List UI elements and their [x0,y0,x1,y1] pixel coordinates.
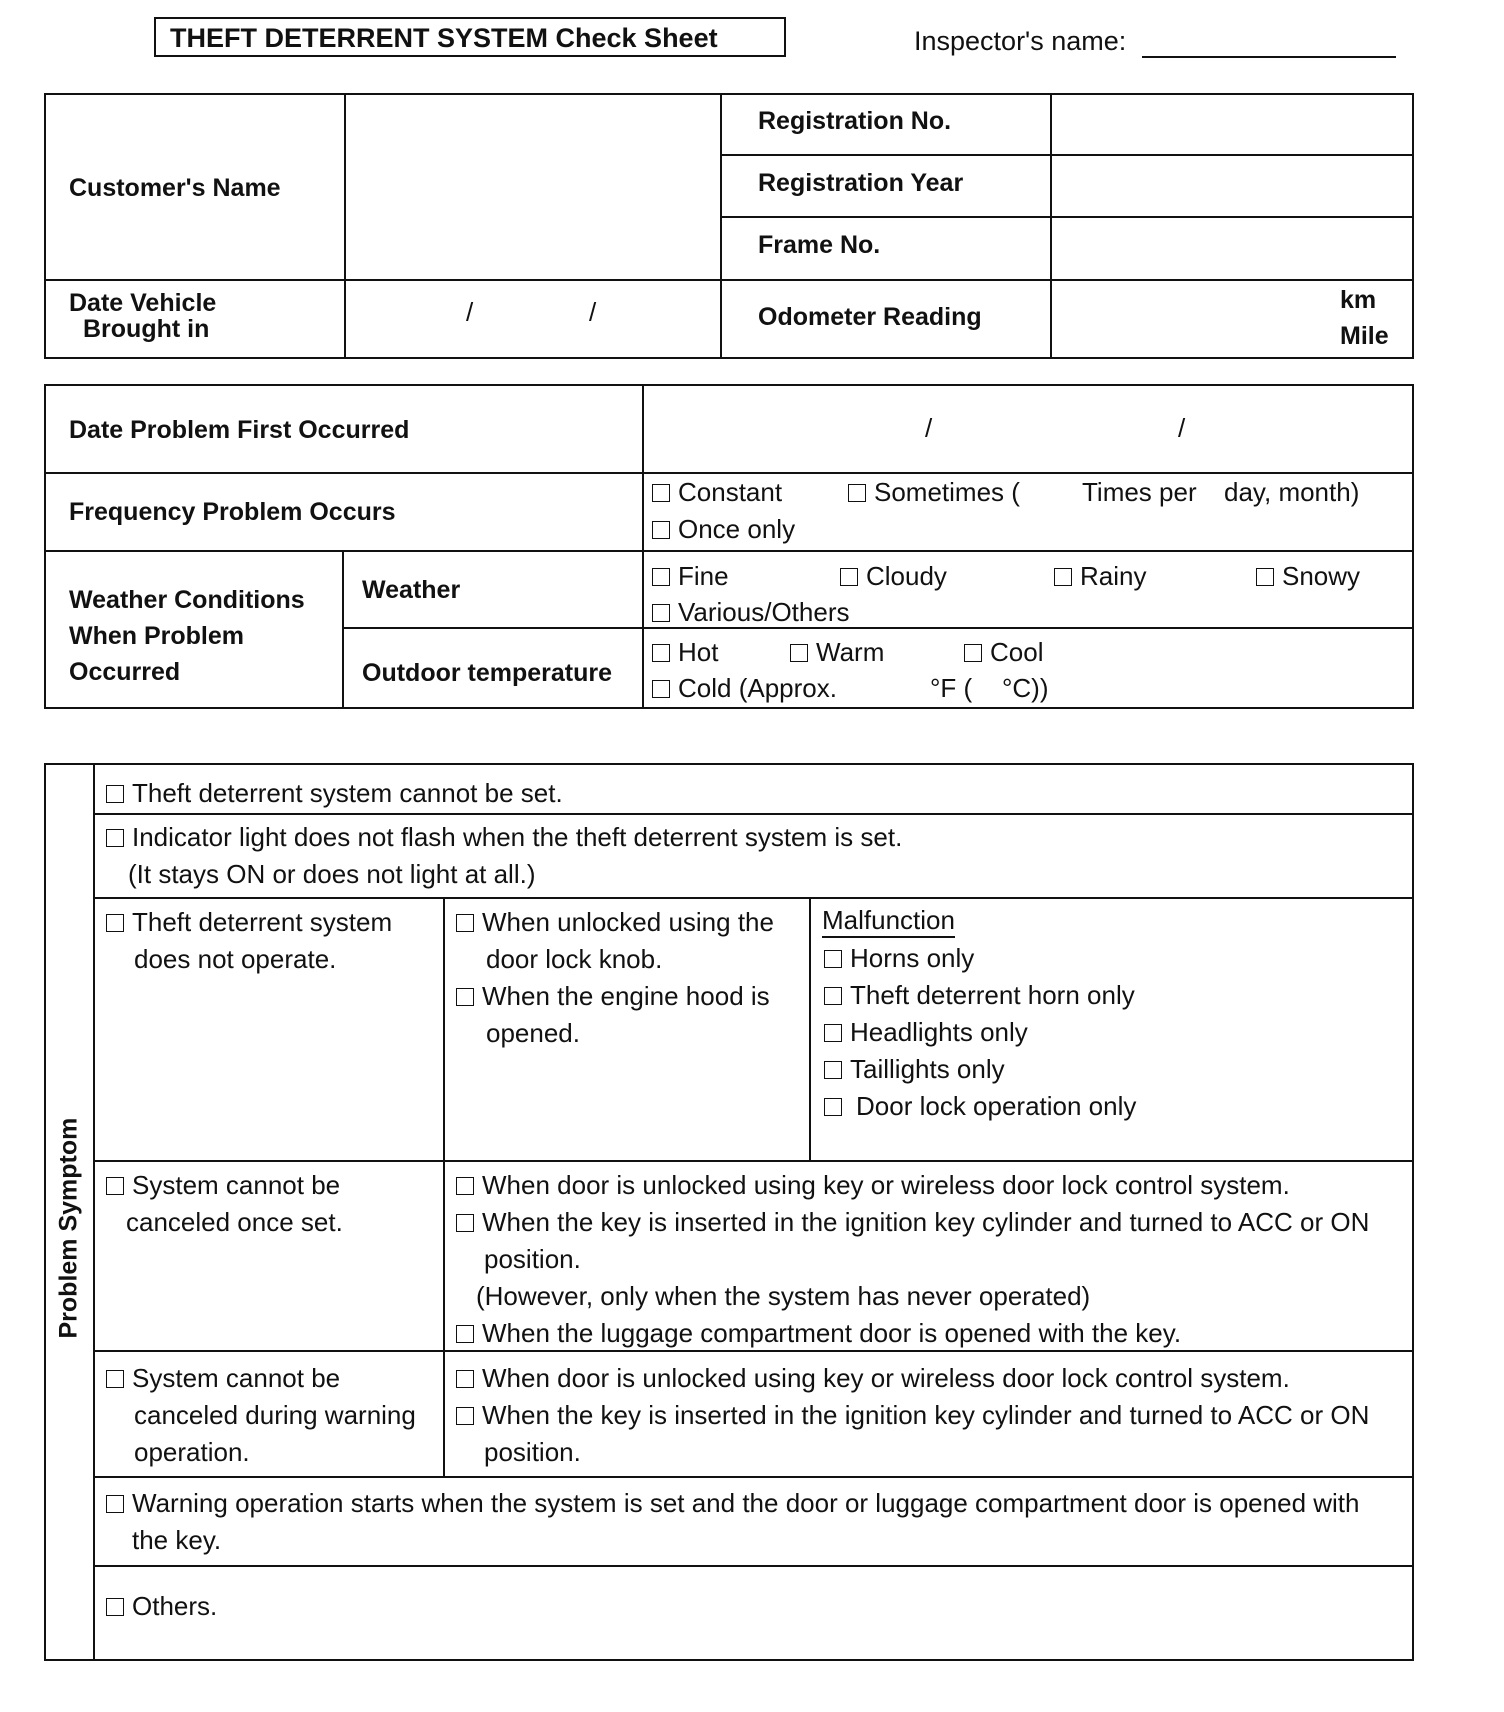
checkbox[interactable] [1054,568,1072,586]
malfunction-heading [822,902,955,938]
divider [642,384,644,709]
symptom-cannot-be-set[interactable] [106,775,563,811]
divider [93,813,1414,815]
checkbox[interactable] [824,987,842,1005]
temp-celsius-label: °C)) [1002,673,1049,703]
freq-sometimes-label: Sometimes ( [874,477,1020,507]
symptom-cannot-cancel-once-set[interactable] [106,1167,340,1203]
temp-cool-label: Cool [990,637,1044,667]
sheet-title: THEFT DETERRENT SYSTEM Check Sheet [154,17,786,57]
inspector-name-label: Inspector's name: [914,26,1127,56]
divider [44,279,1414,281]
divider [93,1476,1414,1478]
cancel-key-ignition-line3: (However, only when the system has never operated) [476,1281,1091,1311]
symptom-does-not-operate-line1: Theft deterrent system [132,907,393,937]
checkbox[interactable] [652,484,670,502]
malfunction-theft-horn-label: Theft deterrent horn only [850,980,1135,1010]
weather-rainy-option[interactable] [1054,558,1146,594]
divider [44,550,1414,552]
malfunction-headlights-label: Headlights only [850,1017,1028,1047]
symptom-cannot-cancel-warning-line1: System cannot be [132,1363,341,1393]
customer-name-label: Customer's Name [69,174,281,202]
temp-hot-label: Hot [678,637,719,667]
unit-mile: Mile [1340,322,1389,350]
checkbox[interactable] [824,950,842,968]
weather-fine-option[interactable] [652,558,729,594]
freq-constant-label: Constant [678,477,783,507]
checkbox[interactable] [824,1098,842,1116]
checkbox[interactable] [106,829,124,847]
checkbox[interactable] [456,988,474,1006]
symptom-cannot-cancel-warning-line3: operation. [134,1437,250,1467]
date-brought-separator: / [589,297,597,327]
freq-once-option[interactable] [652,511,795,547]
temp-hot-option[interactable] [652,634,718,670]
temp-cool-option[interactable] [964,634,1043,670]
checkbox[interactable] [652,644,670,662]
freq-day-month-label: day, month) [1224,477,1360,507]
checkbox[interactable] [456,1177,474,1195]
checkbox[interactable] [964,644,982,662]
checkbox[interactable] [456,1407,474,1425]
temp-cold-option[interactable] [652,670,837,706]
cancel-door-unlocked-key[interactable] [456,1167,1290,1203]
symptom-cannot-cancel-line1: System cannot be [132,1170,341,1200]
symptom-warning-starts-line1: Warning operation starts when the system is set and the door or luggage compartment door is opened with [132,1488,1360,1518]
checkbox[interactable] [848,484,866,502]
malfunction-headlights-option[interactable] [824,1014,1028,1050]
checkbox[interactable] [106,1598,124,1616]
odometer-label: Odometer Reading [758,303,982,331]
date-first-separator: / [925,413,933,443]
problem-symptom-text: Problem Symptom [54,1117,83,1339]
checkbox[interactable] [824,1024,842,1042]
checkbox[interactable] [790,644,808,662]
weather-conditions-label [69,582,305,690]
malfunction-horns-label: Horns only [850,943,975,973]
weather-rainy-label: Rainy [1080,561,1147,591]
malfunction-theft-horn-option[interactable] [824,977,1135,1013]
symptom-does-not-operate-line2: does not operate. [134,944,337,974]
symptom-others-label: Others. [132,1591,218,1621]
warning-door-unlocked-key[interactable] [456,1360,1290,1396]
when-unlocked-knob-line1: When unlocked using the [482,907,774,937]
freq-constant-option[interactable] [652,474,782,510]
cancel-door-unlocked-key-label: When door is unlocked using key or wireless door lock control system. [482,1170,1290,1200]
weather-group-line1: Weather Conditions [69,586,305,614]
checkbox[interactable] [456,1325,474,1343]
date-first-separator: / [1178,413,1186,443]
checkbox[interactable] [456,1370,474,1388]
weather-group-line3: Occurred [69,658,181,686]
outdoor-temp-label: Outdoor temperature [362,659,613,687]
checkbox[interactable] [840,568,858,586]
checkbox[interactable] [106,1177,124,1195]
freq-sometimes-option[interactable] [848,474,1020,510]
weather-various-option[interactable] [652,594,849,630]
cancel-luggage-door[interactable] [456,1315,1181,1351]
when-hood-opened-line2: opened. [486,1018,580,1048]
unit-km: km [1340,286,1377,314]
cancel-luggage-door-label: When the luggage compartment door is opened with the key. [482,1318,1182,1348]
frequency-label: Frequency Problem Occurs [69,498,396,526]
weather-cloudy-label: Cloudy [866,561,947,591]
divider [809,897,811,1160]
divider [342,627,1414,629]
symptom-indicator-line1: Indicator light does not flash when the theft deterrent system is set. [132,822,903,852]
malfunction-door-lock-option[interactable] [824,1088,1136,1124]
cancel-key-ignition-line1: When the key is inserted in the ignition key cylinder and turned to ACC or ON [482,1207,1370,1237]
when-hood-opened[interactable] [456,978,770,1014]
warning-key-ignition-line1: When the key is inserted in the ignition key cylinder and turned to ACC or ON [482,1400,1370,1430]
symptom-indicator-line2: (It stays ON or does not light at all.) [128,859,536,889]
symptom-warning-starts[interactable] [106,1485,1359,1521]
checkbox[interactable] [652,680,670,698]
checkbox[interactable] [652,604,670,622]
frame-no-field[interactable] [1052,218,1412,277]
checkbox[interactable] [106,1495,124,1513]
malfunction-horns-option[interactable] [824,940,974,976]
symptom-cannot-cancel-warning-line2: canceled during warning [134,1400,416,1430]
registration-no-field[interactable] [1052,95,1412,153]
checkbox[interactable] [824,1061,842,1079]
temp-cold-label: Cold (Approx. [678,673,837,703]
inspector-name-field[interactable] [1142,56,1396,58]
temp-warm-option[interactable] [790,634,884,670]
weather-snowy-label: Snowy [1282,561,1361,591]
registration-no-label: Registration No. [758,107,952,135]
date-brought-label-line1: Date Vehicle [69,289,217,317]
weather-label: Weather [362,576,461,604]
checkbox[interactable] [106,785,124,803]
temp-warm-label: Warm [816,637,885,667]
date-brought-label [69,290,216,342]
date-first-occurred-label: Date Problem First Occurred [69,416,410,444]
warning-door-unlocked-key-label: When door is unlocked using key or wireless door lock control system. [482,1363,1290,1393]
frame-no-label: Frame No. [758,231,881,259]
checkbox[interactable] [106,914,124,932]
divider [443,897,445,1476]
date-brought-label-line2: Brought in [83,315,210,343]
temp-fahrenheit-label: °F ( [930,673,973,703]
symptom-others[interactable] [106,1588,217,1624]
freq-times-per-label: Times per [1082,477,1197,507]
problem-symptom-side-label [44,763,93,1661]
symptom-cannot-cancel-warning[interactable] [106,1360,340,1396]
symptom-cannot-be-set-label: Theft deterrent system cannot be set. [132,778,563,808]
registration-year-field[interactable] [1052,156,1412,214]
divider [93,897,1414,899]
weather-group-line2: When Problem [69,622,245,650]
warning-key-ignition[interactable] [456,1397,1369,1433]
freq-once-label: Once only [678,514,796,544]
symptom-indicator-light[interactable] [106,819,902,855]
weather-cloudy-option[interactable] [840,558,947,594]
checkbox[interactable] [652,521,670,539]
warning-key-ignition-line2: position. [484,1437,581,1467]
checkbox[interactable] [456,914,474,932]
symptom-does-not-operate[interactable] [106,904,392,940]
cancel-key-ignition-line2: position. [484,1244,581,1274]
when-unlocked-knob-line2: door lock knob. [486,944,663,974]
malfunction-label: Malfunction [822,905,955,938]
when-unlocked-knob[interactable] [456,904,774,940]
checkbox[interactable] [1256,568,1274,586]
weather-fine-label: Fine [678,561,729,591]
checkbox[interactable] [456,1214,474,1232]
date-brought-separator: / [466,297,474,327]
malfunction-door-lock-label: Door lock operation only [856,1091,1137,1121]
malfunction-taillights-option[interactable] [824,1051,1005,1087]
divider [720,93,722,359]
registration-year-label: Registration Year [758,169,964,197]
cancel-key-ignition[interactable] [456,1204,1369,1240]
malfunction-taillights-label: Taillights only [850,1054,1005,1084]
divider [342,551,344,709]
symptom-cannot-cancel-line2: canceled once set. [126,1207,343,1237]
checkbox[interactable] [652,568,670,586]
weather-various-label: Various/Others [678,597,850,627]
divider [93,1160,1414,1162]
when-hood-opened-line1: When the engine hood is [482,981,770,1011]
customer-name-field[interactable] [346,95,718,277]
divider [93,1565,1414,1567]
symptom-warning-starts-line2: the key. [132,1525,222,1555]
checkbox[interactable] [106,1370,124,1388]
weather-snowy-option[interactable] [1256,558,1360,594]
